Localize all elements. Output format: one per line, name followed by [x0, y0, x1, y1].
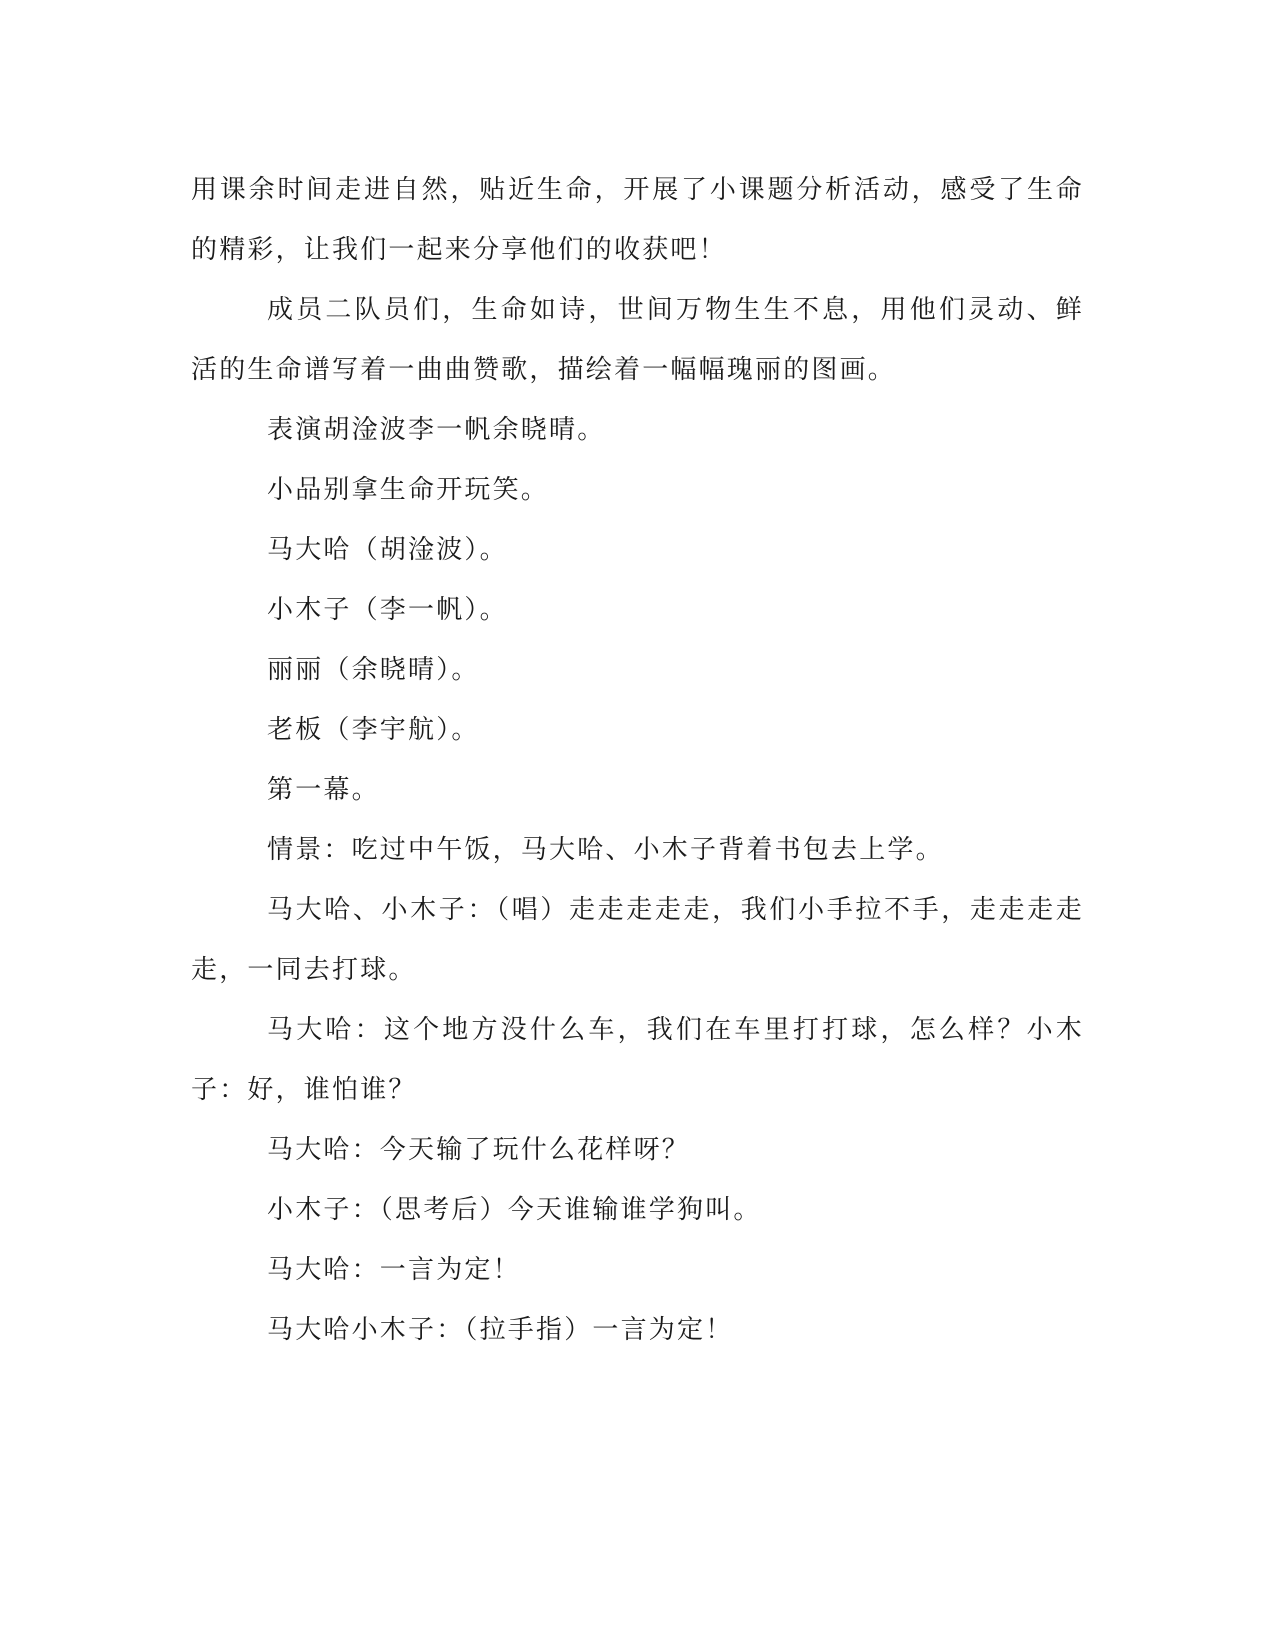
dialogue-line: 马大哈：这个地方没什么车，我们在车里打打球，怎么样？小木子：好，谁怕谁？ — [191, 1015, 1084, 1105]
document-body — [191, 160, 1084, 1360]
dialogue-line: 马大哈小木子：（拉手指）一言为定！ — [267, 1315, 734, 1345]
dialogue-line: 马大哈、小木子：（唱）走走走走走，我们小手拉不手，走走走走走，一同去打球。 — [191, 895, 1084, 985]
paragraph: 成员二队员们，生命如诗，世间万物生生不息，用他们灵动、鲜活的生命谱写着一曲曲赞歌，描绘着一幅幅瑰丽的图画。 — [191, 295, 1084, 385]
paragraph: 表演胡淦波李一帆余晓晴。 — [267, 415, 606, 445]
cast-line: 小木子（李一帆）。 — [267, 595, 508, 625]
scene-description: 情景：吃过中午饭，马大哈、小木子背着书包去上学。 — [267, 835, 944, 865]
paragraph: 小品别拿生命开玩笑。 — [267, 475, 550, 505]
scene-heading: 第一幕。 — [267, 775, 380, 805]
cast-line: 老板（李宇航）。 — [267, 715, 480, 745]
cast-line: 马大哈（胡淦波）。 — [267, 535, 508, 565]
cast-line: 丽丽（余晓晴）。 — [267, 655, 480, 685]
paragraph: 用课余时间走进自然，贴近生命，开展了小课题分析活动，感受了生命的精彩，让我们一起来分享他们的收获吧！ — [191, 175, 1084, 265]
dialogue-line: 小木子：（思考后）今天谁输谁学狗叫。 — [267, 1195, 762, 1225]
dialogue-line: 马大哈：一言为定！ — [267, 1255, 521, 1285]
dialogue-line: 马大哈：今天输了玩什么花样呀？ — [267, 1135, 691, 1165]
